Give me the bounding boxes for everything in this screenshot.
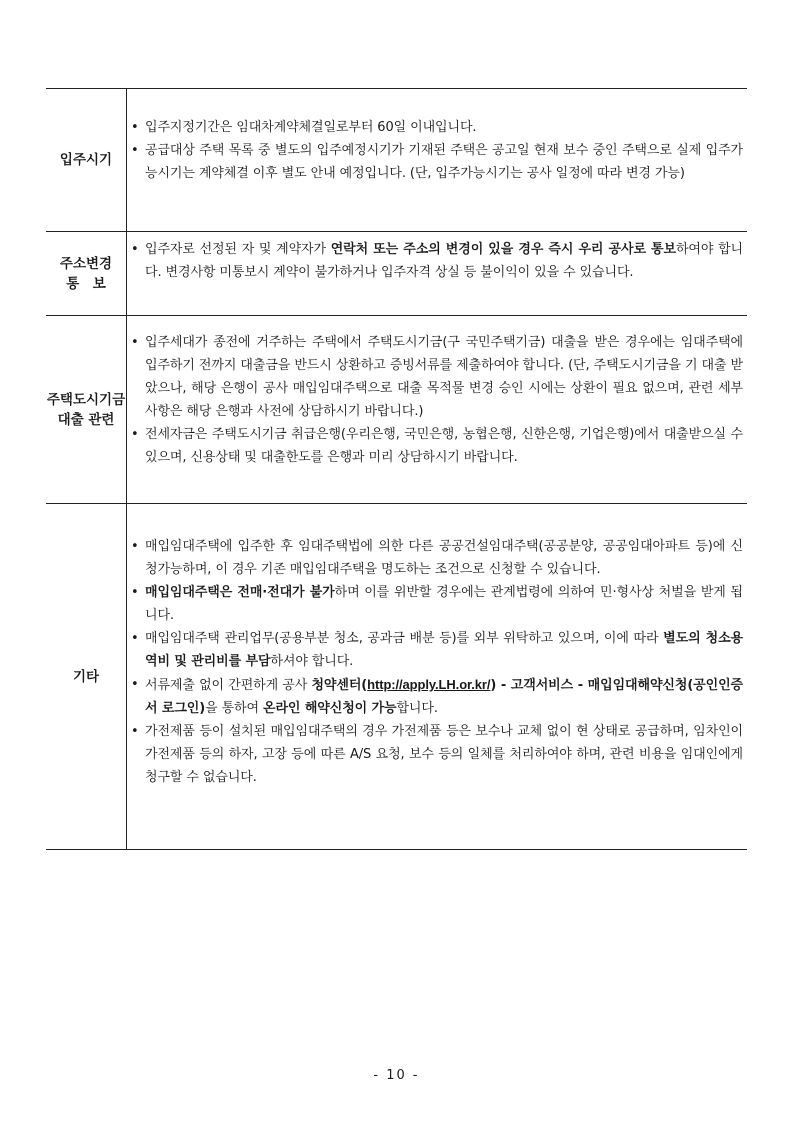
bullet-list <box>129 116 743 185</box>
text-segment: 입주자로 선정된 자 및 계약자가 <box>145 242 331 257</box>
list-item-text: 가전제품 등이 설치된 매입임대주택의 경우 가전제품 등은 보수나 교체 없이 현 상태로 공급하며, 임차인이 가전제품 등의 하자, 고장 등에 따른 A/S 요청, 보수 등의 일체를 처리하여야 하며, 관련 비용을 임대인에게 청구할 수 없습니다. <box>145 724 743 785</box>
list-item <box>129 116 743 139</box>
row-label-line: 주택도시기금 <box>46 391 126 408</box>
text-segment-bold: 매입임대주택은 전매·전대가 불가 <box>145 585 335 600</box>
notice-table <box>46 88 747 850</box>
list-item <box>129 581 743 627</box>
text-segment-bold: 연락처 또는 주소의 변경이 있을 경우 즉시 우리 공사로 통보 <box>330 242 676 257</box>
table-row-address-change <box>46 232 747 316</box>
bullet-icon: • <box>131 335 139 350</box>
row-label-address-change <box>46 232 127 316</box>
list-item <box>129 423 743 469</box>
list-item-text: 전세자금은 주택도시기금 취급은행(우리은행, 국민은행, 농협은행, 신한은행, 기업은행)에서 대출받으실 수 있으며, 신용상태 및 대출한도를 은행과 미리 상담하시기 바랍니다. <box>145 427 743 465</box>
bullet-list <box>129 535 743 789</box>
bullet-list <box>129 331 743 469</box>
text-segment-bold: 별도의 청소용역비 및 관리비를 부담 <box>145 631 743 669</box>
text-segment: 하여야 합니다. 변경사항 미통보시 계약이 불가하거나 입주자격 상실 등 불이익이 있을 수 있습니다. <box>145 242 744 280</box>
list-item <box>129 331 743 423</box>
text-segment: 합니다. <box>396 701 438 716</box>
table-row-other <box>46 504 747 850</box>
bullet-icon: • <box>131 539 139 554</box>
text-segment: 을 통하여 <box>205 701 264 716</box>
row-label-line: 주소변경 <box>59 255 113 272</box>
bullet-icon: • <box>131 724 139 739</box>
text-segment-bold: 온라인 해약신청이 가능 <box>263 701 397 716</box>
row-label-text: 입주시기 <box>59 152 113 168</box>
text-segment-bold: ) - 고객서비스 - 매입임대해약신청(공인인증서 로그인) <box>145 678 743 716</box>
row-label-text: 기타 <box>72 668 100 685</box>
row-content-housing-fund-loan <box>127 316 748 504</box>
bullet-icon: • <box>131 143 139 158</box>
table-row-move-in <box>46 89 747 232</box>
list-item-text: 입주세대가 종전에 거주하는 주택에서 주택도시기금(구 국민주택기금) 대출을 받은 경우에는 임대주택에 입주하기 전까지 대출금을 반드시 상환하고 증빙서류를 제출하여야 합니다. (단, 주택도시기금을 기 대출 받았으나, 해당 은행이 공사 매입임대주택으로 대출 목적물 변경 승인 시에는 상환이 필요 없으며, 관련 세부사항은 해당 은행과 사전에 상담하시기 바랍니다.) <box>145 335 743 419</box>
list-item <box>129 673 743 720</box>
table-row-housing-fund-loan <box>46 316 747 504</box>
bullet-icon: • <box>131 427 139 442</box>
row-label-line: 통 보 <box>66 275 106 292</box>
row-label-line: 대출 관련 <box>57 411 115 428</box>
row-content-move-in <box>127 89 748 232</box>
list-item <box>129 535 743 581</box>
row-content-other <box>127 504 748 850</box>
bullet-icon: • <box>131 677 139 692</box>
bullet-icon: • <box>131 585 139 600</box>
list-item <box>129 238 743 284</box>
list-item <box>129 720 743 789</box>
apply-center-link[interactable]: http://apply.LH.or.kr/ <box>367 677 491 692</box>
bullet-icon: • <box>131 631 139 646</box>
bullet-list <box>129 238 743 284</box>
text-segment-bold: 청약센터( <box>311 678 368 693</box>
bullet-icon: • <box>131 242 139 257</box>
list-item-text: 공급대상 주택 목록 중 별도의 입주예정시기가 기재된 주택은 공고일 현재 보수 중인 주택으로 실제 입주가능시기는 계약체결 이후 별도 안내 예정입니다. (단, 입주가능시기는 공사 일정에 따라 변경 가능) <box>145 143 743 181</box>
text-segment: 하며 이를 위반할 경우에는 관계법령에 의하여 민·형사상 처벌을 받게 됩니다. <box>145 585 743 623</box>
text-segment: 매입임대주택 관리업무(공용부분 청소, 공과금 배분 등)를 외부 위탁하고 있으며, 이에 따라 <box>145 631 664 646</box>
list-item <box>129 139 743 185</box>
row-label-housing-fund-loan <box>46 316 127 504</box>
bullet-icon: • <box>131 120 139 135</box>
list-item-text: 입주지정기간은 임대차계약체결일로부터 60일 이내입니다. <box>145 120 477 135</box>
text-segment: 하셔야 합니다. <box>270 654 354 669</box>
text-segment: 서류제출 없이 간편하게 공사 <box>145 678 312 693</box>
row-content-address-change <box>127 232 748 316</box>
list-item-text: 매입임대주택에 입주한 후 임대주택법에 의한 다른 공공건설임대주택(공공분양, 공공임대아파트 등)에 신청가능하며, 이 경우 기존 매입임대주택을 명도하는 조건으로 신청할 수 있습니다. <box>145 539 743 577</box>
row-label-other <box>46 504 127 850</box>
page-number: - 10 - <box>373 1068 420 1083</box>
list-item <box>129 627 743 673</box>
row-label-move-in <box>46 89 127 232</box>
